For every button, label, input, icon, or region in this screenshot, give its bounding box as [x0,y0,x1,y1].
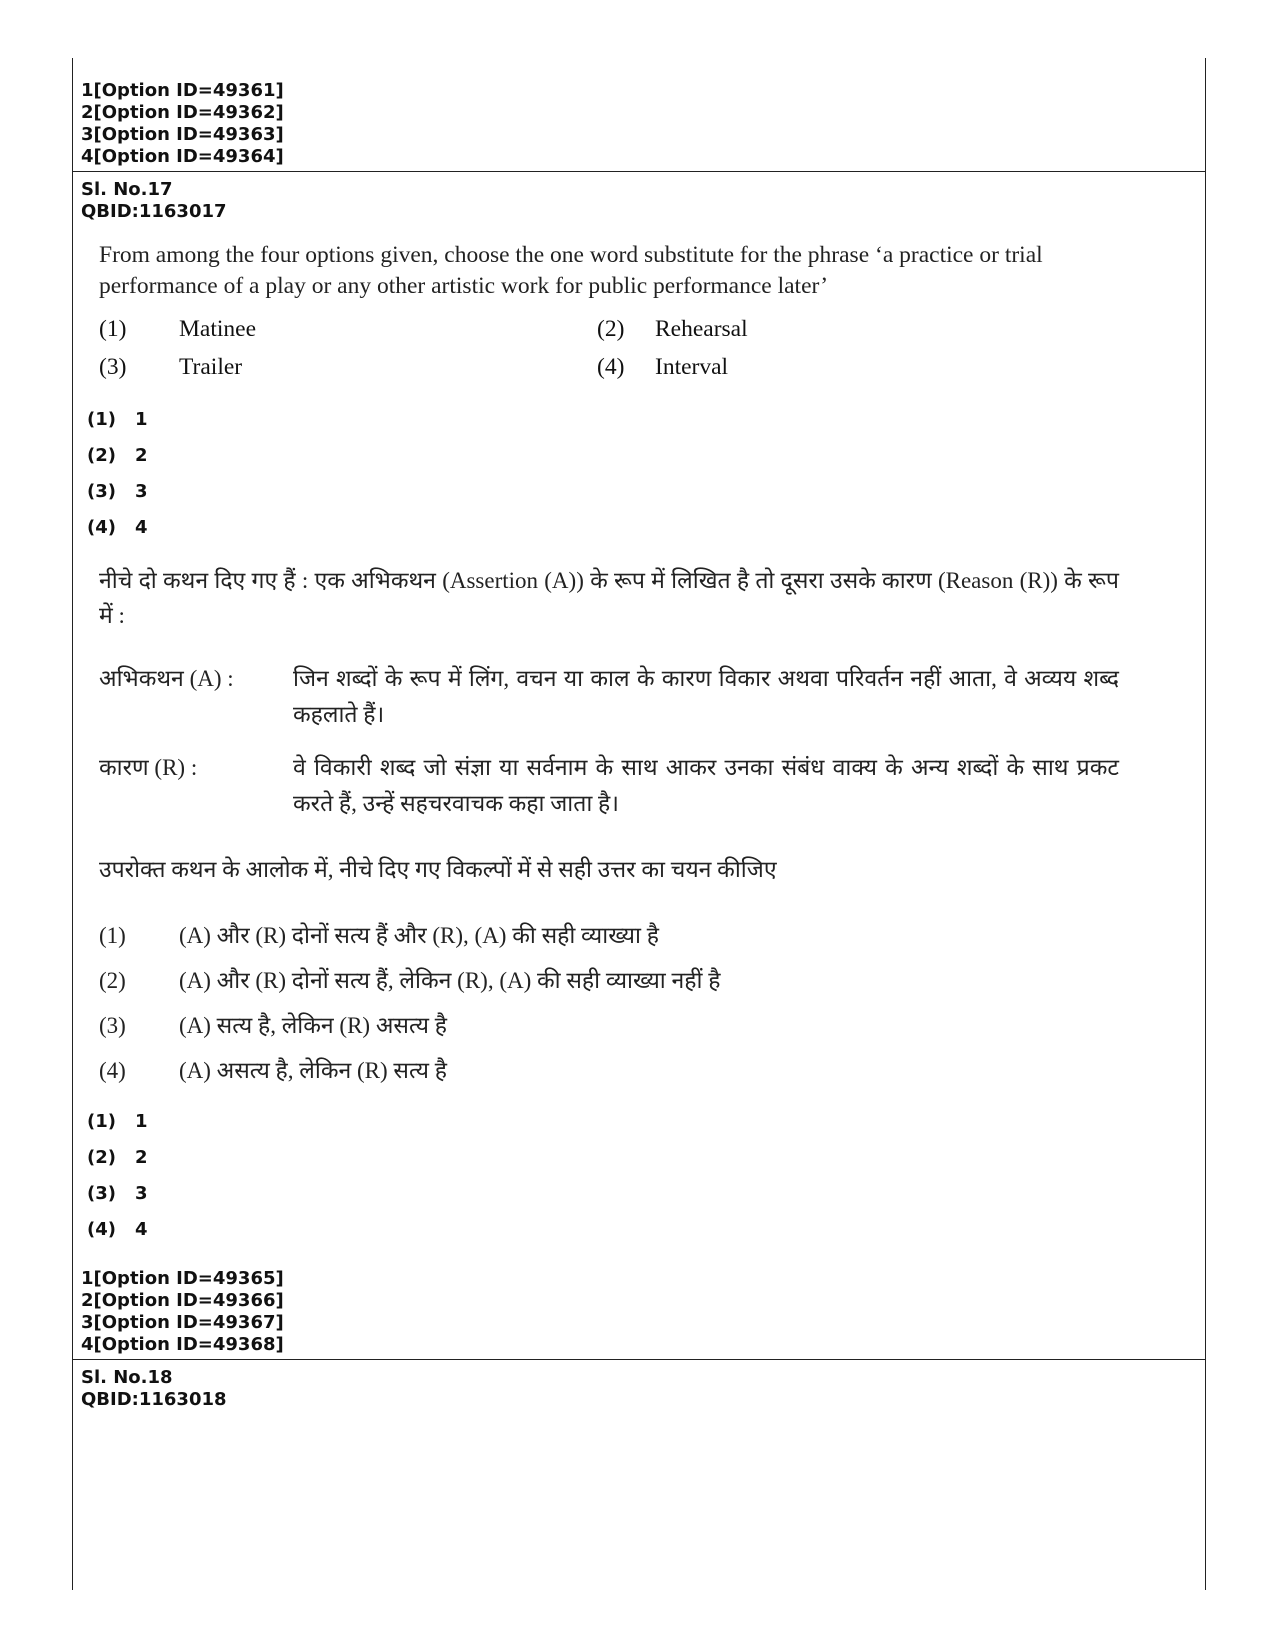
answer-choice-3[interactable] [87,1183,148,1219]
answer-number: (4) [87,1219,116,1240]
option-label: Interval [655,354,729,380]
answer-value: 3 [135,1183,148,1204]
option-3 [99,354,242,381]
option-label: (A) सत्य है, लेकिन (R) असत्य है [179,1013,447,1038]
option-label: (A) असत्य है, लेकिन (R) सत्य है [179,1058,447,1083]
answer-choice-4[interactable] [87,1219,148,1255]
option-3 [99,1008,720,1053]
question-paper-frame [72,58,1206,1590]
reason-text: वे विकारी शब्द जो संज्ञा या सर्वनाम के साथ आकर उनका संबंध वाक्य के अन्य शब्दों के साथ प्रकट करते हैं, उन्हें सहचरवाचक कहा जाता है। [293,755,1119,816]
option-number: (3) [99,1013,126,1038]
serial-number: Sl. No.18 [81,1367,173,1388]
answer-number: (2) [87,445,116,466]
option-2 [597,316,748,343]
qbid: QBID:1163017 [81,201,227,222]
option-number: (3) [99,354,127,380]
divider [73,1359,1205,1360]
option-id-line: 2[Option ID=49362] [81,102,284,123]
option-label: (A) और (R) दोनों सत्य हैं, लेकिन (R), (A) की सही व्याख्या नहीं है [179,968,721,993]
answer-choices-hindi [87,1111,148,1255]
option-number: (4) [597,354,625,380]
option-id-line: 4[Option ID=49368] [81,1334,284,1355]
option-1 [99,316,256,343]
question-17-option-ids [81,1268,284,1356]
answer-value: 4 [135,1219,148,1240]
reason-block [99,750,1199,850]
option-number: (2) [597,316,625,342]
qbid: QBID:1163018 [81,1389,227,1410]
answer-choice-4[interactable] [87,517,148,553]
question-text-english: From among the four options given, choose the one word substitute for the phrase ‘a practice or trial performance of a play or any other artistic work for public performance later’ [99,242,1043,299]
assertion-block [99,661,1199,761]
answer-choice-2[interactable] [87,445,148,481]
option-label: Rehearsal [655,316,748,342]
option-4 [99,1053,720,1098]
option-id-line: 3[Option ID=49367] [81,1312,284,1333]
question-header-17 [81,179,227,223]
answer-choice-2[interactable] [87,1147,148,1183]
serial-number: Sl. No.17 [81,179,173,200]
answer-value: 1 [135,409,148,430]
answer-number: (1) [87,409,116,430]
option-id-line: 4[Option ID=49364] [81,146,284,167]
option-id-line: 3[Option ID=49363] [81,124,284,145]
option-number: (1) [99,923,126,948]
answer-choices-english [87,409,148,553]
answer-value: 2 [135,1147,148,1168]
assertion-text: जिन शब्दों के रूप में लिंग, वचन या काल के कारण विकार अथवा परिवर्तन नहीं आता, वे अव्यय शब्द कहलाते हैं। [293,666,1119,727]
option-number: (4) [99,1058,126,1083]
option-label: Matinee [179,316,256,342]
question-intro-hindi: नीचे दो कथन दिए गए हैं : एक अभिकथन (Assertion (A)) के रूप में लिखित है तो दूसरा उसके कारण (Reason (R)) के रूप में : [99,568,1119,628]
option-2 [99,963,720,1008]
reason-label: कारण (R) : [99,755,198,780]
option-number: (1) [99,316,127,342]
option-4 [597,354,728,381]
question-header-18 [81,1367,227,1411]
answer-number: (3) [87,481,116,502]
option-label: Trailer [179,354,243,380]
answer-value: 4 [135,517,148,538]
option-number: (2) [99,968,126,993]
answer-value: 3 [135,481,148,502]
previous-option-ids [81,80,284,168]
option-id-line: 2[Option ID=49366] [81,1290,284,1311]
answer-number: (2) [87,1147,116,1168]
answer-number: (4) [87,517,116,538]
option-id-line: 1[Option ID=49365] [81,1268,284,1289]
answer-number: (1) [87,1111,116,1132]
instruction-hindi: उपरोक्त कथन के आलोक में, नीचे दिए गए विकल्पों में से सही उत्तर का चयन कीजिए [99,857,777,882]
assertion-label: अभिकथन (A) : [99,666,234,691]
answer-value: 1 [135,1111,148,1132]
answer-choice-1[interactable] [87,409,148,445]
hindi-options [99,918,720,1098]
divider [73,171,1205,172]
option-id-line: 1[Option ID=49361] [81,80,284,101]
answer-choice-3[interactable] [87,481,148,517]
answer-value: 2 [135,445,148,466]
option-1 [99,918,720,963]
option-label: (A) और (R) दोनों सत्य हैं और (R), (A) की सही व्याख्या है [179,923,659,948]
answer-number: (3) [87,1183,116,1204]
answer-choice-1[interactable] [87,1111,148,1147]
